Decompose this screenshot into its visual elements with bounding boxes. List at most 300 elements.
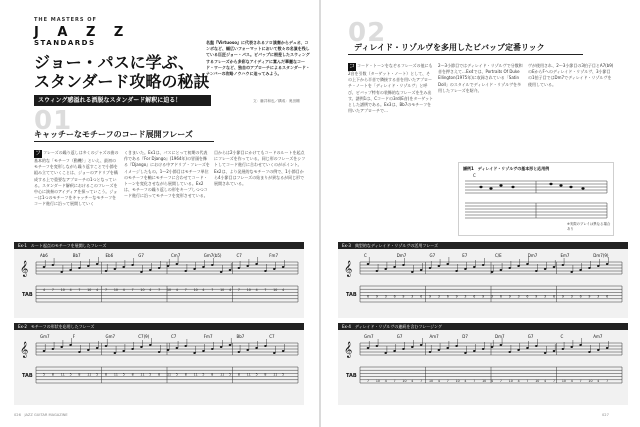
- chord-symbol: Dm7: [396, 253, 407, 258]
- tab-fret-number: 10: [273, 288, 278, 293]
- tab-fret-number: 6: [446, 294, 449, 299]
- tab-fret-number: 11: [60, 372, 65, 377]
- tab-fret-number: 4: [491, 378, 494, 383]
- example-2-notation: [14, 331, 304, 403]
- series-kicker: THE MASTERS OF: [34, 17, 97, 23]
- section2-rule: [348, 54, 583, 55]
- note-head: [464, 352, 467, 354]
- example-3: [338, 242, 628, 318]
- tab-fret-number: 3: [384, 294, 387, 299]
- tab-fret-number: 10: [113, 288, 118, 293]
- note-head: [570, 271, 573, 273]
- note-head: [184, 270, 187, 272]
- tab-fret-number: 4: [175, 288, 178, 293]
- note-head: [220, 271, 223, 273]
- chord-symbol: Fm7: [269, 253, 278, 258]
- tab-clef-icon: TAB: [346, 292, 357, 298]
- tab-fret-number: 4: [437, 378, 440, 383]
- chord-symbol: Em7: [560, 253, 570, 258]
- tab-fret-number: 9: [429, 294, 432, 299]
- tab-fret-number: 4: [597, 378, 600, 383]
- note-head: [96, 347, 99, 349]
- tab-fret-number: 8: [51, 372, 54, 377]
- footer-left: 026 JAZZ GUITAR MAGAZINE: [14, 413, 68, 417]
- note-head: [202, 266, 205, 268]
- note-head: [211, 348, 214, 350]
- tab-fret-number: 9: [375, 294, 378, 299]
- note-head: [43, 266, 46, 268]
- note-head: [429, 351, 432, 353]
- tab-fret-number: 9: [588, 294, 591, 299]
- note-head: [482, 348, 485, 350]
- figure-1-title: 譜例1 ディレイド・リゾルヴの基本形と応用例: [463, 166, 550, 171]
- note-head: [411, 346, 414, 348]
- tab-fret-number: 10: [167, 288, 172, 293]
- tab-fret-number: 9: [455, 294, 458, 299]
- tab-fret-number: 7: [393, 378, 396, 383]
- example-4-label: Ex-4 ディレイド・リゾルヴの連続を含むフレージング: [338, 323, 628, 330]
- note-head: [517, 349, 520, 351]
- tab-fret-number: 10: [535, 378, 540, 383]
- chord-symbol: Am7: [593, 334, 603, 339]
- note-head: [544, 268, 547, 270]
- tab-fret-number: 11: [193, 372, 198, 377]
- note-head: [87, 265, 90, 267]
- tab-fret-number: 4: [43, 288, 46, 293]
- tab-fret-number: 8: [158, 372, 161, 377]
- tab-fret-number: 7: [579, 378, 582, 383]
- note-head: [52, 264, 55, 266]
- note-head: [562, 348, 565, 350]
- tab-fret-number: 4: [464, 378, 467, 383]
- tab-fret-number: 6: [473, 294, 476, 299]
- section2-col2: 2～3小節目ではディレイド・リゾルヴで分散和音を押さえて…Ex4では、Portraits Of Duke Ellington(1975年)に収録されている「Satin Doll」のスタイルでディレイド・リゾルヴを多用したフレーズを紹介。: [438, 63, 523, 93]
- tab-fret-number: 6: [420, 294, 423, 299]
- note-head: [455, 345, 458, 347]
- tab-fret-number: 4: [282, 288, 285, 293]
- tab-fret-number: 10: [482, 378, 487, 383]
- tab-clef-icon: TAB: [22, 292, 33, 298]
- chord-symbol: C7: [269, 334, 275, 339]
- tab-fret-number: 8: [264, 372, 267, 377]
- note-head: [535, 270, 538, 272]
- tab-fret-number: 5: [43, 372, 46, 377]
- tab-fret-number: 10: [246, 288, 251, 293]
- tab-fret-number: 3: [597, 294, 600, 299]
- note-head: [606, 263, 609, 265]
- note-head: [184, 345, 187, 347]
- chord-symbol: G7: [527, 334, 534, 339]
- tab-fret-number: 9: [535, 294, 538, 299]
- example-3-notation: [338, 250, 628, 316]
- note-head: [229, 344, 232, 346]
- tab-fret-number: 5: [122, 372, 125, 377]
- tab-fret-number: 6: [579, 294, 582, 299]
- note-head: [114, 352, 117, 354]
- note-head: [60, 271, 63, 273]
- tab-fret-number: 5: [149, 372, 152, 377]
- treble-clef-icon: 𝄞: [20, 342, 29, 358]
- chord-symbol: G7: [138, 253, 144, 258]
- tab-clef-icon: TAB: [346, 373, 357, 379]
- note-head: [78, 351, 81, 353]
- tab-fret-number: 6: [367, 294, 370, 299]
- section1-rule: [34, 141, 214, 142]
- tab-fret-number: 7: [526, 378, 529, 383]
- tab-fret-number: 7: [553, 378, 556, 383]
- article-title: [34, 53, 209, 91]
- note-head: [140, 271, 143, 273]
- figure-1-staff: [461, 175, 611, 225]
- tab-fret-number: 5: [282, 372, 285, 377]
- note-head: [176, 263, 179, 265]
- tab-fret-number: 10: [455, 378, 460, 383]
- tab-fret-number: 4: [384, 378, 387, 383]
- note-head: [69, 344, 72, 346]
- tab-fret-number: 10: [508, 378, 513, 383]
- tab-fret-number: 10: [375, 378, 380, 383]
- tab-fret-number: 4: [149, 288, 152, 293]
- section1-col1-text: フレーズの繰り返しは多くのジャズの曲の基本的な「モチーフ（動機）」といえ、最初のモチーフを変形しながら繰り返すことで小節を組み立てていくことは、ジョーのアドリブを構成する上で重要なアプローチの1つとなっている。スタンダード解釈におけるこのフレーズを中心に演奏のアイディアを探っていこう。ジョーは1つのモチーフをキャッチーなモチーフをコード進行に沿って展開していく: [34, 150, 119, 207]
- example-4-notation: [338, 331, 628, 403]
- chord-symbol: C7: [236, 253, 242, 258]
- note-head: [96, 263, 99, 265]
- tab-fret-number: 10: [193, 288, 198, 293]
- note-head: [553, 266, 556, 268]
- note-head: [544, 352, 547, 354]
- tab-fret-number: 7: [367, 378, 370, 383]
- note-head: [167, 349, 170, 351]
- tab-fret-number: 7: [158, 288, 161, 293]
- note-head: [282, 266, 285, 268]
- note-head: [52, 348, 55, 350]
- note-head: [597, 265, 600, 267]
- note-head: [229, 269, 232, 271]
- tab-fret-number: 8: [211, 372, 214, 377]
- tab-fret-number: 5: [175, 372, 178, 377]
- note-head: [122, 350, 125, 352]
- note-head: [78, 267, 81, 269]
- note-head: [455, 270, 458, 272]
- note-head: [562, 264, 565, 266]
- tab-fret-number: 3: [411, 294, 414, 299]
- figure-1: [458, 162, 614, 236]
- note-head: [579, 344, 582, 346]
- tab-fret-number: 7: [264, 288, 267, 293]
- note-head: [367, 263, 370, 265]
- figure-1-note: ※実際のプレイは異なる場合あり: [567, 222, 611, 231]
- note-head: [553, 350, 556, 352]
- note-head: [473, 266, 476, 268]
- section2-heading: ディレイド・リゾルヴを多用したビバップ定番リック: [354, 43, 545, 52]
- tab-fret-number: 8: [131, 372, 134, 377]
- chord-symbol: G7: [396, 334, 403, 339]
- dropcap: フ: [34, 150, 41, 157]
- note-head: [491, 346, 494, 348]
- note-head: [140, 346, 143, 348]
- section1-col1: [34, 150, 120, 208]
- tab-fret-number: 11: [273, 372, 278, 377]
- tab-fret-number: 4: [122, 288, 125, 293]
- tab-fret-number: 6: [553, 294, 556, 299]
- tab-fret-number: 5: [255, 372, 258, 377]
- tab-fret-number: 7: [105, 288, 108, 293]
- note-head: [238, 351, 241, 353]
- tab-fret-number: 10: [140, 288, 145, 293]
- note-head: [402, 348, 405, 350]
- note-head: [384, 268, 387, 270]
- note-head: [193, 352, 196, 354]
- note-head: [176, 347, 179, 349]
- note-head: [535, 345, 538, 347]
- note-head: [376, 270, 379, 272]
- tab-fret-number: 10: [220, 288, 225, 293]
- example-1-notation: [14, 250, 304, 316]
- note-head: [255, 347, 258, 349]
- note-head: [158, 351, 161, 353]
- tab-fret-number: 5: [229, 372, 232, 377]
- chord-symbol: C7(9): [138, 334, 150, 339]
- chord-symbol: Fm7: [203, 334, 213, 339]
- article-title-line2: スタンダード攻略の秘訣: [34, 72, 210, 91]
- note-head: [149, 344, 152, 346]
- tab-fret-number: 9: [402, 294, 405, 299]
- note-head: [158, 267, 161, 269]
- note-head: [384, 352, 387, 354]
- chord-symbol: G7: [429, 253, 436, 258]
- chord-symbol: E7: [462, 253, 468, 258]
- tab-fret-number: 7: [420, 378, 423, 383]
- tab-fret-number: 7: [78, 288, 81, 293]
- note-head: [149, 269, 152, 271]
- dropcap: コ: [348, 63, 355, 70]
- note-head: [105, 270, 108, 272]
- tab-fret-number: 6: [393, 294, 396, 299]
- note-head: [87, 349, 90, 351]
- treble-clef-icon: 𝄞: [344, 261, 353, 277]
- note-head: [597, 349, 600, 351]
- note-head: [588, 267, 591, 269]
- tab-fret-number: 7: [446, 378, 449, 383]
- tab-fret-number: 3: [544, 294, 547, 299]
- tab-fret-number: 4: [202, 288, 205, 293]
- section1-heading: キャッチーなモチーフのコード展開フレーズ: [34, 130, 193, 139]
- tab-fret-number: 7: [131, 288, 134, 293]
- note-head: [220, 346, 223, 348]
- note-head: [202, 350, 205, 352]
- tab-fret-number: 4: [411, 378, 414, 383]
- note-head: [105, 345, 108, 347]
- note-head: [402, 264, 405, 266]
- note-head: [446, 347, 449, 349]
- article-title-line1: ジョー・パスに学ぶ、: [34, 53, 195, 72]
- note-head: [579, 269, 582, 271]
- tab-fret-number: 8: [105, 372, 108, 377]
- example-1: [14, 242, 304, 318]
- note-head: [500, 344, 503, 346]
- series-standards-logo: STANDARDS: [34, 39, 96, 47]
- chord-symbol: Gm7: [364, 334, 374, 339]
- treble-clef-icon: 𝄞: [344, 342, 353, 358]
- note-head: [131, 264, 134, 266]
- chord-symbol: Bb7: [236, 334, 245, 339]
- note-head: [393, 350, 396, 352]
- note-head: [438, 265, 441, 267]
- tab-fret-number: 8: [237, 372, 240, 377]
- chord-symbol: Am7: [429, 334, 439, 339]
- tab-fret-number: 7: [184, 288, 187, 293]
- tab-fret-number: 4: [255, 288, 258, 293]
- tab-fret-number: 7: [51, 288, 54, 293]
- tab-fret-number: 9: [508, 294, 511, 299]
- note-head: [273, 268, 276, 270]
- tab-fret-number: 5: [96, 372, 99, 377]
- note-head: [482, 264, 485, 266]
- section2-col1: [348, 63, 434, 114]
- note-head: [246, 265, 249, 267]
- tab-fret-number: 11: [113, 372, 118, 377]
- note-head: [464, 268, 467, 270]
- footer-right: 027: [602, 413, 609, 417]
- tab-fret-number: 10: [429, 378, 434, 383]
- note-head: [193, 268, 196, 270]
- tab-fret-number: 9: [561, 294, 564, 299]
- note-head: [500, 269, 503, 271]
- section1-number: 01: [34, 106, 73, 136]
- chord-symbol: C: [364, 253, 367, 258]
- tab-fret-number: 11: [220, 372, 225, 377]
- tab-fret-number: 7: [473, 378, 476, 383]
- example-1-label: Ex-1 ルート起点のモチーフを展開したフレーズ: [14, 242, 304, 249]
- tab-fret-number: 11: [140, 372, 145, 377]
- chord-symbol: C: [560, 334, 564, 339]
- note-head: [491, 271, 494, 273]
- chord-symbol: Dm7(9): [593, 253, 609, 258]
- tab-fret-number: 11: [246, 372, 251, 377]
- note-head: [526, 263, 529, 265]
- page-gutter: [319, 0, 321, 427]
- tab-fret-number: 6: [526, 294, 529, 299]
- chord-symbol: Gm7: [40, 334, 50, 339]
- figure-1-chord: C: [473, 173, 476, 178]
- section2-col1-text: コード・トーンをなぞるフレーズの他にも2音を引数（ターゲット・ノート）として、その上下から半音で隣接する音を用いたアプローチ・ノートを「ディレイド・リゾルヴ」と呼び、ビバップ特有の装飾的なフレーズを生み出す。譜例1は、Cコードの3rd(E音)をターゲットとした譜例である。Ex3は、Bb7のモチーフを用いたアプローチで…: [348, 63, 434, 114]
- chord-symbol: Dm7: [495, 334, 505, 339]
- tab-fret-number: 8: [78, 372, 81, 377]
- treble-clef-icon: 𝄞: [20, 261, 29, 277]
- note-head: [238, 267, 241, 269]
- section1-col2: くきまいた。Ex1は、パスにとって初期の代表作である『For Django』(1964年)の冒頭を飾る『Django』における中アドリブ・フレーズをイメージしたもの。1～2小節目はモチーフ単位のモチーフを軸にモチーフに合わせてコード・トーンを変化させながら展開している。Ex2は、モチーフの繰り返しの形をキープしつつコード進行に沿ってモチーフを変形させている。: [124, 150, 210, 199]
- chord-symbol: Gm7(b5): [203, 253, 222, 258]
- chord-symbol: F: [72, 334, 76, 339]
- note-head: [606, 347, 609, 349]
- series-jazz-logo: J A Z Z: [34, 25, 131, 40]
- example-3-label: Ex-3 典型的なディレイド・リゾルヴの活用フレーズ: [338, 242, 628, 249]
- note-head: [446, 263, 449, 265]
- note-head: [69, 269, 72, 271]
- tab-fret-number: 3: [464, 294, 467, 299]
- note-head: [282, 350, 285, 352]
- note-head: [393, 266, 396, 268]
- tab-fret-number: 4: [517, 378, 520, 383]
- note-head: [43, 350, 46, 352]
- note-head: [508, 267, 511, 269]
- article-subtitle: スウィング感溢れる洒脱なスタンダード解釈に迫る！: [34, 95, 211, 106]
- chord-symbol: D7: [462, 334, 468, 339]
- note-head: [508, 351, 511, 353]
- article-intro: 名盤『Virtuoso』に代表されるソロ演奏からデュオ、コンボなど、幅広いフォーマットにおいて数々の名演を残している巨匠ジョー・パス。ビバップに根差したスウィングするフレーズから多彩なアイディアに富んだ華麗なコード・ワークなど、独自のアプローチによるスタンダード・ナンバーの攻略ノウハウに迫ってみよう。: [206, 40, 310, 77]
- note-head: [376, 345, 379, 347]
- tab-fret-number: 7: [499, 378, 502, 383]
- tab-fret-number: 9: [482, 294, 485, 299]
- note-head: [526, 347, 529, 349]
- tab-fret-number: 4: [69, 288, 72, 293]
- tab-fret-number: 7: [211, 288, 214, 293]
- tab-fret-number: 4: [229, 288, 232, 293]
- tab-fret-number: 5: [202, 372, 205, 377]
- tab-fret-number: 3: [570, 294, 573, 299]
- tab-clef-icon: TAB: [22, 373, 33, 379]
- example-4: [338, 323, 628, 405]
- note-head: [60, 346, 63, 348]
- tab-fret-number: 10: [60, 288, 65, 293]
- chord-symbol: Bb7: [72, 253, 81, 258]
- tab-fret-number: 6: [499, 294, 502, 299]
- chord-symbol: Dm7: [527, 253, 538, 258]
- tab-fret-number: 7: [606, 378, 609, 383]
- tab-fret-number: 6: [606, 294, 609, 299]
- tab-fret-number: 5: [69, 372, 72, 377]
- tab-fret-number: 10: [402, 378, 407, 383]
- tab-fret-number: 10: [588, 378, 593, 383]
- note-head: [411, 271, 414, 273]
- tab-fret-number: 11: [167, 372, 172, 377]
- tab-fret-number: 4: [544, 378, 547, 383]
- article-byline: 文：藤井和也／構成：奥田剛: [253, 99, 300, 103]
- note-head: [420, 269, 423, 271]
- tab-fret-number: 3: [517, 294, 520, 299]
- tab-fret-number: 8: [184, 372, 187, 377]
- chord-symbol: Cm7: [171, 253, 181, 258]
- note-head: [246, 349, 249, 351]
- tab-fret-number: 4: [570, 378, 573, 383]
- tab-fret-number: 7: [237, 288, 240, 293]
- note-head: [517, 265, 520, 267]
- chord-symbol: Ab6: [40, 253, 48, 258]
- note-head: [420, 344, 423, 346]
- tab-fret-number: 10: [87, 288, 92, 293]
- note-head: [264, 345, 267, 347]
- example-2: [14, 323, 304, 405]
- note-head: [570, 346, 573, 348]
- note-head: [264, 270, 267, 272]
- note-head: [438, 349, 441, 351]
- note-head: [211, 264, 214, 266]
- note-head: [255, 263, 258, 265]
- section2-number: 02: [348, 18, 387, 48]
- chord-symbol: C7: [171, 334, 177, 339]
- tab-fret-number: 3: [437, 294, 440, 299]
- section1-col3: 目からは2小節目にかけてもコードのルートを起点にフレーズを作っている。同じ形のフレーズをシフトしてコード進行に合わせていくのがポイント。Ex2は、より発展的なモチーフの例で、1小節目から4小節目はフレーズの始まりが異なるが同じ形で展開されている。: [214, 150, 306, 187]
- note-head: [367, 347, 370, 349]
- note-head: [273, 352, 276, 354]
- section2-col3: ヴが使用され、2～3小節目の3拍子目とA7(b9)のEからFへのディレイド・リゾルヴ、3小節目の1拍子目ではDm7でディレイド・リゾルヴを使用している。: [528, 63, 614, 87]
- note-head: [131, 348, 134, 350]
- tab-fret-number: 11: [87, 372, 92, 377]
- note-head: [588, 351, 591, 353]
- chord-symbol: Eb6: [105, 253, 114, 258]
- tab-fret-number: 3: [491, 294, 494, 299]
- chord-symbol: Gm7: [105, 334, 116, 339]
